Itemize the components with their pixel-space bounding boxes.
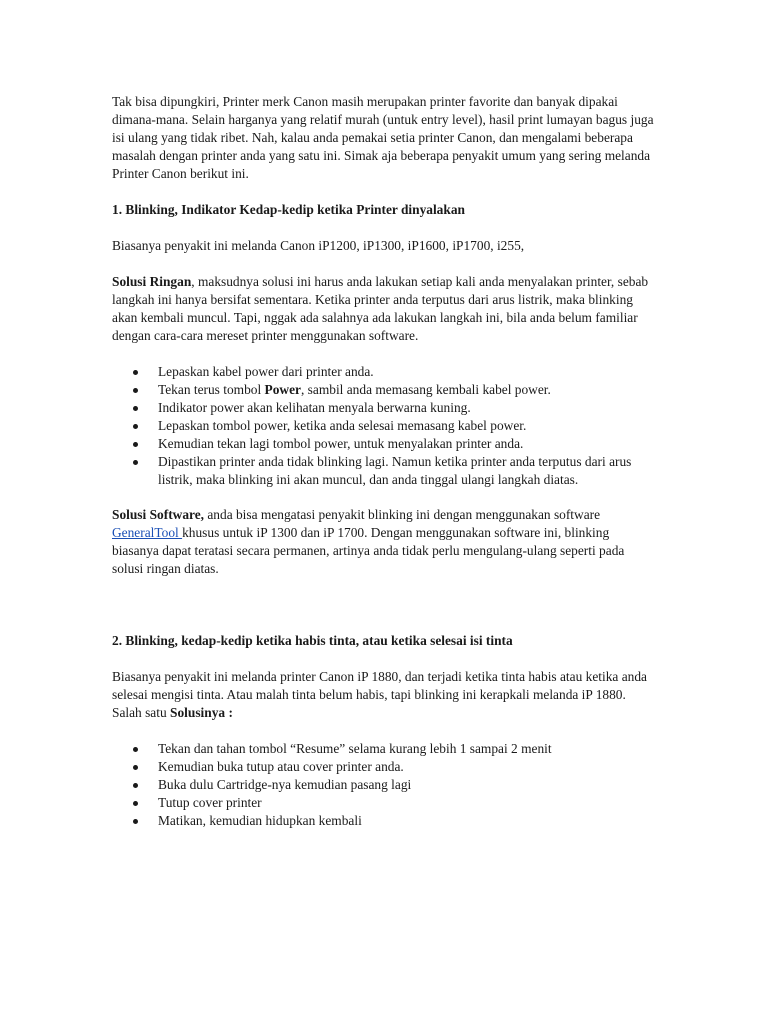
bullet-icon	[133, 442, 138, 447]
list-item	[112, 776, 657, 794]
list-item	[112, 812, 657, 830]
section1-heading: 1. Blinking, Indikator Kedap-kedip ketika Printer dinyalakan	[112, 202, 465, 217]
section1-models: Biasanya penyakit ini melanda Canon iP1200, iP1300, iP1600, iP1700, i255,	[112, 238, 525, 253]
solusi-software-paragraph	[112, 506, 657, 578]
section1-steps-list	[112, 363, 657, 489]
list-item-text: Tekan dan tahan tombol “Resume” selama kurang lebih 1 sampai 2 menit	[158, 741, 552, 756]
list-item-text: Lepaskan kabel power dari printer anda.	[158, 364, 374, 379]
bullet-icon	[133, 388, 138, 393]
bullet-icon	[133, 406, 138, 411]
list-item	[112, 363, 657, 381]
list-item	[112, 381, 657, 399]
list-item	[112, 417, 657, 435]
generaltool-link[interactable]: GeneralTool	[112, 525, 183, 540]
section2-heading: 2. Blinking, kedap-kedip ketika habis tinta, atau ketika selesai isi tinta	[112, 633, 513, 648]
list-item	[112, 453, 657, 489]
section2-description	[112, 668, 657, 722]
section2-description-text: Biasanya penyakit ini melanda printer Canon iP 1880, dan terjadi ketika tinta habis atau ketika anda selesai mengisi tinta. Atau malah tinta belum habis, tapi blinking ini kerapkali melanda iP 1880. Salah satu	[112, 669, 647, 720]
list-item-text: Buka dulu Cartridge-nya kemudian pasang lagi	[158, 777, 412, 792]
bullet-icon	[133, 819, 138, 824]
solusi-software-label: Solusi Software,	[112, 507, 205, 522]
bullet-icon	[133, 747, 138, 752]
bullet-icon	[133, 801, 138, 806]
document-page	[112, 93, 657, 830]
list-item-text: Tutup cover printer	[158, 795, 262, 810]
list-item-text: Tekan terus tombol	[158, 382, 265, 397]
bullet-icon	[133, 460, 138, 465]
list-item	[112, 794, 657, 812]
list-item	[112, 740, 657, 758]
section2-steps-list	[112, 740, 657, 830]
list-item	[112, 758, 657, 776]
list-item	[112, 399, 657, 417]
solusinya-label: Solusinya :	[170, 705, 233, 720]
list-item-text: Matikan, kemudian hidupkan kembali	[158, 813, 362, 828]
solusi-ringan-label: Solusi Ringan	[112, 274, 192, 289]
list-item	[112, 435, 657, 453]
list-item-text: Lepaskan tombol power, ketika anda selesai memasang kabel power.	[158, 418, 527, 433]
power-keyword: Power	[264, 382, 301, 397]
list-item-text: Kemudian buka tutup atau cover printer anda.	[158, 759, 404, 774]
solusi-ringan-paragraph	[112, 273, 657, 345]
solusi-software-text: khusus untuk iP 1300 dan iP 1700. Dengan menggunakan software ini, blinking biasanya dapat teratasi secara permanen, artinya anda tidak perlu mengulang-ulang seperti pada solusi ringan diatas.	[112, 525, 625, 576]
bullet-icon	[133, 424, 138, 429]
list-item-text: , sambil anda memasang kembali kabel power.	[300, 382, 551, 397]
list-item-text: Dipastikan printer anda tidak blinking lagi. Namun ketika printer anda terputus dari arus listrik, maka blinking ini akan muncul, dan anda tinggal ulangi langkah diatas.	[158, 454, 632, 487]
list-item-text: Indikator power akan kelihatan menyala berwarna kuning.	[158, 400, 471, 415]
bullet-icon	[133, 370, 138, 375]
bullet-icon	[133, 783, 138, 788]
list-item-text: Kemudian tekan lagi tombol power, untuk menyalakan printer anda.	[158, 436, 524, 451]
intro-paragraph: Tak bisa dipungkiri, Printer merk Canon masih merupakan printer favorite dan banyak dipakai dimana-mana. Selain harganya yang relatif murah (untuk entry level), hasil print lumayan bagus juga isi ulang yang tidak ribet. Nah, kalau anda pemakai setia printer Canon, dan mengalami beberapa masalah dengan printer anda yang satu ini. Simak aja beberapa penyakit umum yang sering melanda Printer Canon berikut ini.	[112, 94, 654, 181]
solusi-software-text: anda bisa mengatasi penyakit blinking ini dengan menggunakan software	[204, 507, 601, 522]
bullet-icon	[133, 765, 138, 770]
solusi-ringan-text: , maksudnya solusi ini harus anda lakukan setiap kali anda menyalakan printer, sebab langkah ini hanya bersifat sementara. Ketika printer anda terputus dari arus listrik, maka blinking akan kembali muncul. Tapi, nggak ada salahnya ada lakukan langkah ini, bila anda belum familiar dengan cara-cara mereset printer menggunakan software.	[112, 274, 649, 343]
